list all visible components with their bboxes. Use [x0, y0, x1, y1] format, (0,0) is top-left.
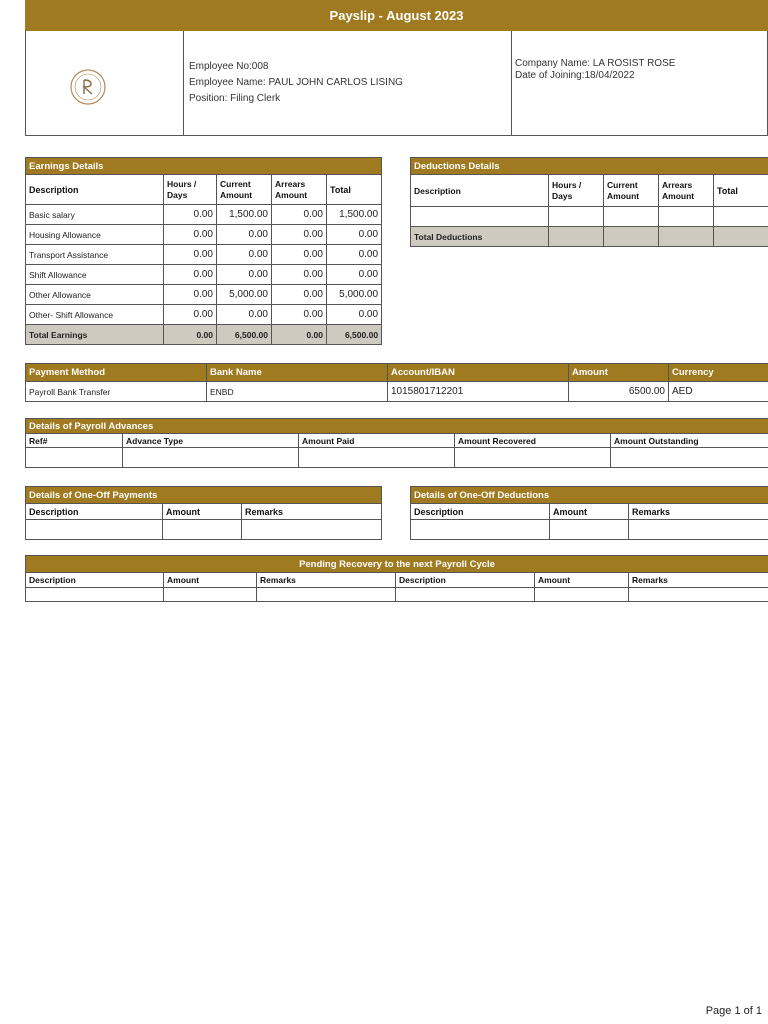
row-hours: 0.00	[164, 265, 217, 285]
table-row	[26, 225, 382, 245]
amount-value: 6500.00	[569, 382, 669, 402]
row-total: 0.00	[327, 265, 382, 285]
account-value: 1015801712201	[388, 382, 569, 402]
oneoff-deductions-table	[410, 486, 768, 540]
row-total: 0.00	[327, 225, 382, 245]
total-deductions-row	[411, 227, 768, 247]
col-amount-recovered: Amount Recovered	[455, 434, 611, 448]
date-of-joining: Date of Joining:18/04/2022	[515, 70, 635, 81]
total-earnings-label: Total Earnings	[26, 325, 164, 345]
row-description: Other Allowance	[26, 285, 164, 305]
employee-info	[189, 59, 403, 107]
row-description: Other- Shift Allowance	[26, 305, 164, 325]
bank-name-value: ENBD	[207, 382, 388, 402]
row-current: 1,500.00	[217, 205, 272, 225]
col-description: Description	[26, 573, 164, 588]
col-hours: Hours / Days	[164, 175, 217, 205]
row-arrears: 0.00	[272, 225, 327, 245]
col-arrears: Arrears Amount	[272, 175, 327, 205]
row-arrears: 0.00	[272, 305, 327, 325]
oneoff-payments-table	[25, 486, 382, 540]
page-number: Page 1 of 1	[705, 1005, 762, 1017]
employee-position: Position: Filing Clerk	[189, 93, 281, 104]
total-hours: 0.00	[164, 325, 217, 345]
advances-table	[25, 418, 768, 468]
row-arrears: 0.00	[272, 285, 327, 305]
col-hours: Hours / Days	[549, 175, 604, 207]
col-remarks: Remarks	[629, 504, 768, 520]
row-total: 0.00	[327, 305, 382, 325]
col-amount: Amount	[163, 504, 242, 520]
row-total: 1,500.00	[327, 205, 382, 225]
earnings-table	[25, 157, 382, 345]
col-arrears: Arrears Amount	[659, 175, 714, 207]
deductions-heading: Deductions Details	[411, 158, 768, 175]
row-current: 5,000.00	[217, 285, 272, 305]
row-hours: 0.00	[164, 285, 217, 305]
row-hours: 0.00	[164, 245, 217, 265]
table-row	[26, 305, 382, 325]
row-current: 0.00	[217, 265, 272, 285]
payment-method-value: Payroll Bank Transfer	[26, 382, 207, 402]
total-deductions-label: Total Deductions	[411, 227, 549, 247]
earnings-heading: Earnings Details	[26, 158, 382, 175]
row-arrears: 0.00	[272, 245, 327, 265]
col-amount-paid: Amount Paid	[299, 434, 455, 448]
table-row	[26, 265, 382, 285]
currency-value: AED	[669, 382, 768, 402]
col-amount-outstanding: Amount Outstanding	[611, 434, 768, 448]
row-arrears: 0.00	[272, 265, 327, 285]
table-row	[26, 448, 768, 468]
row-description: Transport Assistance	[26, 245, 164, 265]
total-total: 6,500.00	[327, 325, 382, 345]
col-advance-type: Advance Type	[123, 434, 299, 448]
col-remarks-2: Remarks	[629, 573, 768, 588]
oneoff-deductions-heading: Details of One-Off Deductions	[411, 487, 768, 504]
table-row	[26, 245, 382, 265]
row-description: Basic salary	[26, 205, 164, 225]
col-description: Description	[26, 175, 164, 205]
col-amount: Amount	[569, 364, 669, 382]
col-amount: Amount	[164, 573, 257, 588]
col-amount: Amount	[550, 504, 629, 520]
table-row	[411, 207, 768, 227]
table-row	[26, 205, 382, 225]
col-bank-name: Bank Name	[207, 364, 388, 382]
row-hours: 0.00	[164, 225, 217, 245]
col-description: Description	[26, 504, 163, 520]
row-description: Housing Allowance	[26, 225, 164, 245]
table-row	[26, 520, 382, 540]
employee-name: Employee Name: PAUL JOHN CARLOS LISING	[189, 77, 403, 88]
col-remarks: Remarks	[242, 504, 382, 520]
company-logo-icon	[69, 68, 107, 106]
col-current: Current Amount	[604, 175, 659, 207]
row-current: 0.00	[217, 225, 272, 245]
row-hours: 0.00	[164, 205, 217, 225]
row-current: 0.00	[217, 245, 272, 265]
row-arrears: 0.00	[272, 205, 327, 225]
pending-recovery-table	[25, 555, 768, 602]
col-payment-method: Payment Method	[26, 364, 207, 382]
table-row	[26, 285, 382, 305]
col-remarks: Remarks	[257, 573, 396, 588]
total-earnings-row	[26, 325, 382, 345]
row-description: Shift Allowance	[26, 265, 164, 285]
table-row	[26, 382, 768, 402]
row-total: 5,000.00	[327, 285, 382, 305]
row-current: 0.00	[217, 305, 272, 325]
row-hours: 0.00	[164, 305, 217, 325]
total-arrears: 0.00	[272, 325, 327, 345]
col-currency: Currency	[669, 364, 768, 382]
col-current: Current Amount	[217, 175, 272, 205]
col-total: Total	[714, 175, 768, 207]
col-description: Description	[411, 175, 549, 207]
col-account-iban: Account/IBAN	[388, 364, 569, 382]
col-description-2: Description	[396, 573, 535, 588]
table-row	[411, 520, 768, 540]
pending-recovery-heading: Pending Recovery to the next Payroll Cycle	[26, 556, 768, 573]
col-ref: Ref#	[26, 434, 123, 448]
advances-heading: Details of Payroll Advances	[26, 419, 768, 434]
payment-table	[25, 363, 768, 402]
col-total: Total	[327, 175, 382, 205]
table-row	[26, 588, 768, 602]
company-info	[515, 58, 675, 82]
employee-no: Employee No:008	[189, 61, 269, 72]
company-name: Company Name: LA ROSIST ROSE	[515, 58, 676, 69]
deductions-table	[410, 157, 768, 247]
row-total: 0.00	[327, 245, 382, 265]
employee-header	[25, 31, 768, 136]
total-current: 6,500.00	[217, 325, 272, 345]
oneoff-payments-heading: Details of One-Off Payments	[26, 487, 382, 504]
col-description: Description	[411, 504, 550, 520]
col-amount-2: Amount	[535, 573, 629, 588]
payslip-title: Payslip - August 2023	[25, 0, 768, 31]
